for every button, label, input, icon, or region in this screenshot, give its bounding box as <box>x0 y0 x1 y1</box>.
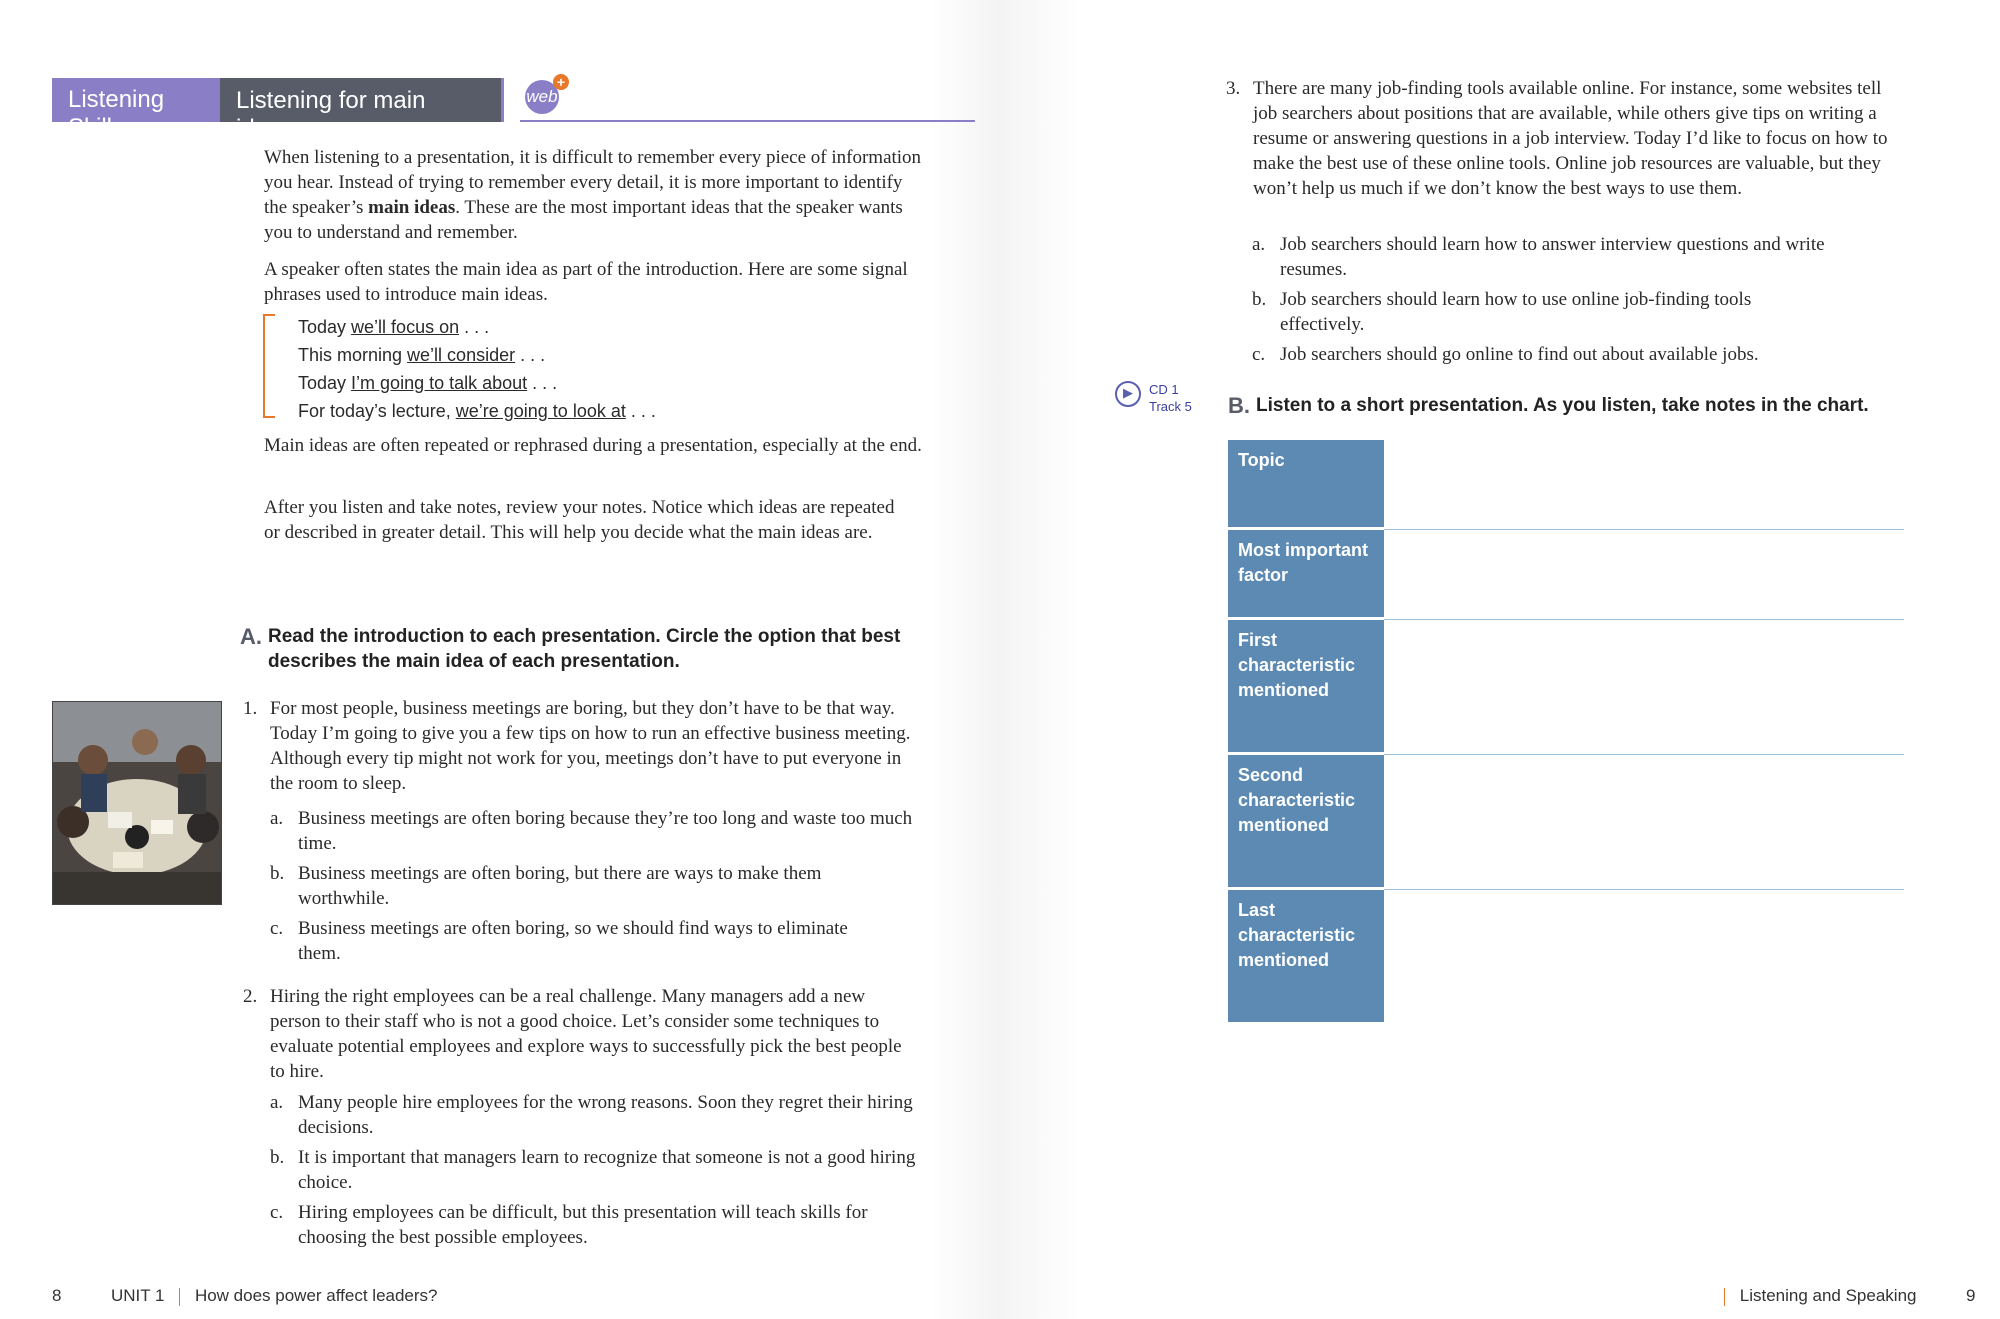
task-b-heading <box>1228 393 1908 418</box>
chart-label: Second characteristic mentioned <box>1228 755 1384 890</box>
web-icon[interactable]: web <box>525 80 559 114</box>
chart-label: First characteristic mentioned <box>1228 620 1384 755</box>
item-prompt: Hiring the right employees can be a real challenge. Many managers add a new person to their staff who is not a good choice. Let’s consider some techniques to evaluate potential employees and explore ways to successfully pick the best people to hire. <box>270 986 902 1082</box>
skill-title: Listening for main ideas <box>220 78 504 122</box>
option-3b[interactable]: b. Job searchers should learn how to use online job-finding tools effectively. <box>1280 287 1800 337</box>
meeting-photo <box>52 701 222 905</box>
intro-paragraph-4: After you listen and take notes, review your notes. Notice which ideas are repeated or described in greater detail. This will help you decide what the main ideas are. <box>264 497 895 543</box>
task-a-letter: A. <box>240 624 262 649</box>
unit-label: UNIT 1 <box>110 1286 165 1305</box>
signal-phrase: For today’s lecture, we’re going to look at . . . <box>298 401 656 421</box>
intro-paragraph-3: Main ideas are often repeated or rephrased during a presentation, especially at the end. <box>264 435 922 456</box>
option-2a[interactable]: a. Many people hire employees for the wrong reasons. Soon they regret their hiring decisions. <box>298 1090 920 1140</box>
option-1a[interactable]: a. Business meetings are often boring because they’re too long and waste too much time. <box>298 806 920 856</box>
chart-label: Most important factor <box>1228 530 1384 620</box>
audio-label <box>1149 381 1192 415</box>
footer-separator <box>1724 1288 1725 1306</box>
header-rule <box>520 120 975 122</box>
signal-phrase-list <box>298 313 656 425</box>
skill-label: Listening Skill <box>52 78 220 122</box>
chart-label: Last characteristic mentioned <box>1228 890 1384 1022</box>
chart-row-last <box>1228 890 1904 1022</box>
unit-question: How does power affect leaders? <box>194 1286 438 1305</box>
chart-row-topic <box>1228 440 1904 530</box>
chart-notes-cell[interactable] <box>1384 890 1904 1022</box>
footer-separator <box>179 1288 180 1306</box>
option-text: Hiring employees can be difficult, but this presentation will teach skills for choosing the best possible employees. <box>298 1202 868 1248</box>
option-text: It is important that managers learn to recognize that someone is not a good hiring choice. <box>298 1147 916 1193</box>
option-1c[interactable]: c. Business meetings are often boring, so we should find ways to eliminate them. <box>298 916 858 966</box>
chart-notes-cell[interactable] <box>1384 530 1904 620</box>
right-footer <box>1714 1286 1975 1306</box>
page-number-left: 8 <box>52 1286 62 1305</box>
option-text: Job searchers should learn how to answer interview questions and write resumes. <box>1280 234 1825 280</box>
skill-header <box>52 78 504 142</box>
chart-notes-cell[interactable] <box>1384 440 1904 530</box>
cd-number: CD 1 <box>1149 382 1179 397</box>
option-text: Business meetings are often boring, but there are ways to make them worthwhile. <box>298 863 822 909</box>
item-prompt: There are many job-finding tools available online. For instance, some websites tell job searchers about positions that are available, while others give tips on writing a resume or answering questions in a job interview. Today I’d like to focus on how to make the best use of these online tools. Online job resources are valuable, but they won’t help us much if we don’t know the best ways to use them. <box>1253 78 1888 199</box>
signal-phrase: This morning we’ll consider . . . <box>298 345 546 365</box>
notes-chart <box>1228 440 1904 1022</box>
option-text: Business meetings are often boring, so we should find ways to eliminate them. <box>298 918 848 964</box>
plus-icon: + <box>553 74 569 90</box>
item-prompt: For most people, business meetings are boring, but they don’t have to be that way. Today I’m going to give you a few tips on how to run an effective business meeting. Although every tip might not work for you, meetings don’t have to put everyone in the room to sleep. <box>270 698 911 794</box>
option-3a[interactable]: a. Job searchers should learn how to answer interview questions and write resumes. <box>1280 232 1880 282</box>
left-footer <box>52 1286 438 1306</box>
chart-row-second <box>1228 755 1904 890</box>
task-a-heading <box>240 624 920 674</box>
book-title: Listening and Speaking <box>1739 1286 1917 1305</box>
signal-phrase: Today we’ll focus on . . . <box>298 317 490 337</box>
signal-bracket <box>263 314 275 418</box>
task-a-item-2: 2. Hiring the right employees can be a real challenge. Many managers add a new person to their staff who is not a good choice. Let’s consider some techniques to evaluate potential employees and explore ways to successfully pick the best people to hire. <box>270 984 920 1084</box>
signal-phrase: Today I’m going to talk about . . . <box>298 373 558 393</box>
track-number: Track 5 <box>1149 399 1192 414</box>
task-b-instruction: Listen to a short presentation. As you listen, take notes in the chart. <box>1256 395 1869 416</box>
option-2c[interactable]: c. Hiring employees can be difficult, but this presentation will teach skills for choosing the best possible employees. <box>298 1200 930 1250</box>
option-text: Job searchers should learn how to use online job-finding tools effectively. <box>1280 289 1752 335</box>
option-text: Many people hire employees for the wrong reasons. Soon they regret their hiring decisions. <box>298 1092 913 1138</box>
chart-notes-cell[interactable] <box>1384 620 1904 755</box>
chart-row-first <box>1228 620 1904 755</box>
task-b-letter: B. <box>1228 393 1250 418</box>
option-text: Job searchers should go online to find out about available jobs. <box>1280 344 1759 365</box>
task-a-item-3: 3. There are many job-finding tools available online. For instance, some websites tell job searchers about positions that are available, while others give tips on writing a resume or answering questions in a job interview. Today I’d like to focus on how to make the best use of these online tools. Online job resources are valuable, but they won’t help us much if we don’t know the best ways to use them. <box>1253 76 1903 201</box>
chart-notes-cell[interactable] <box>1384 755 1904 890</box>
audio-icon[interactable]: ▶ <box>1115 381 1141 407</box>
chart-label: Topic <box>1228 440 1384 530</box>
task-a-instruction: Read the introduction to each presentation. Circle the option that best describes the main idea of each presentation. <box>268 626 901 672</box>
chart-row-most-important <box>1228 530 1904 620</box>
intro-paragraph-2: A speaker often states the main idea as part of the introduction. Here are some signal phrases used to introduce main ideas. <box>264 259 908 305</box>
option-1b[interactable]: b. Business meetings are often boring, but there are ways to make them worthwhile. <box>298 861 858 911</box>
option-2b[interactable]: b. It is important that managers learn to recognize that someone is not a good hiring choice. <box>298 1145 920 1195</box>
task-a-item-1: 1. For most people, business meetings are boring, but they don’t have to be that way. Today I’m going to give you a few tips on how to run an effective business meeting. Although every tip might not work for you, meetings don’t have to put everyone in the room to sleep. <box>270 696 920 796</box>
intro-paragraph-1: When listening to a presentation, it is difficult to remember every piece of information you hear. Instead of trying to remember every detail, it is more important to identify the speaker’s main ideas. These are the most important ideas that the speaker wants you to understand and remember. <box>264 147 922 243</box>
option-text: Business meetings are often boring because they’re too long and waste too much time. <box>298 808 913 854</box>
page-number-right: 9 <box>1965 1286 1976 1305</box>
option-3c[interactable]: c. Job searchers should go online to find out about available jobs. <box>1280 342 1900 367</box>
